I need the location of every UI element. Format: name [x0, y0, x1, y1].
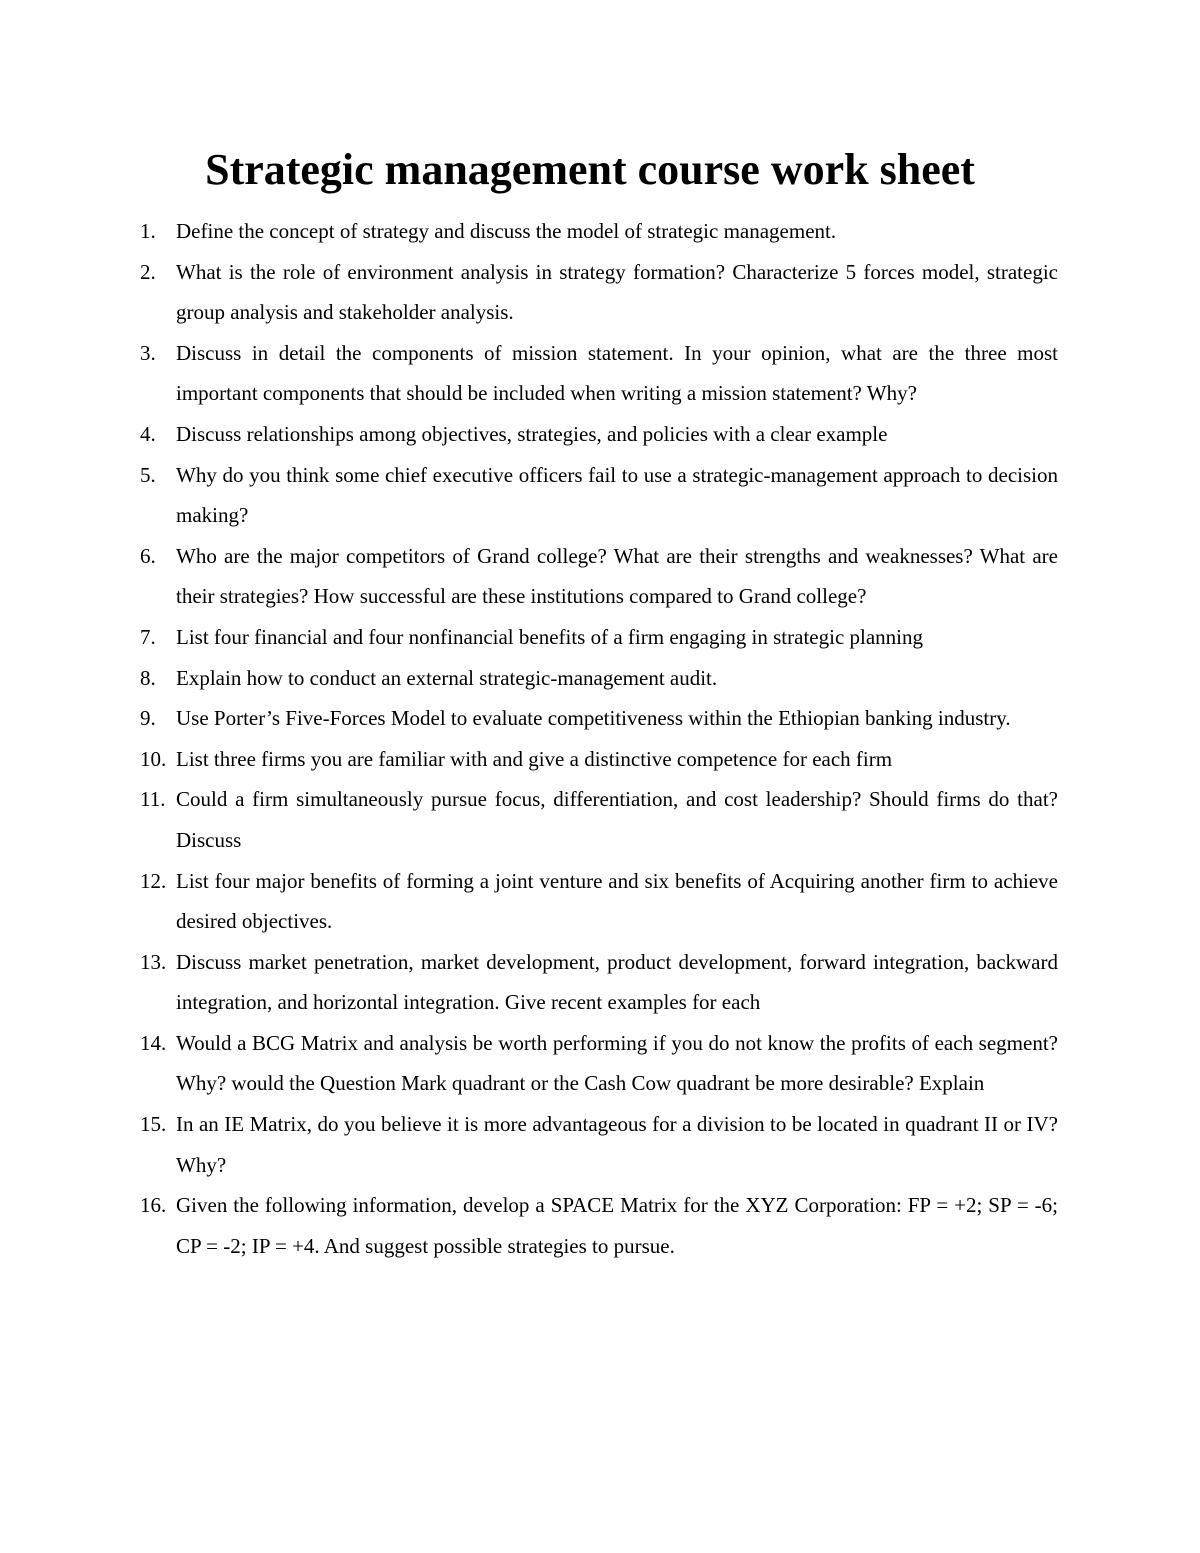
- question-item: [140, 536, 1058, 617]
- question-text: Would a BCG Matrix and analysis be worth performing if you do not know the profits of each segment? Why? would the Question Mark quadrant or the Cash Cow quadrant be more desirable? Explain: [176, 1030, 1058, 1096]
- question-number: 1.: [140, 219, 156, 243]
- question-item: [140, 252, 1058, 333]
- question-number: 3.: [140, 340, 156, 365]
- question-number: 10.: [140, 746, 167, 771]
- question-text: Could a firm simultaneously pursue focus, differentiation, and cost leadership? Should firms do that? Discuss: [176, 787, 1058, 852]
- question-item: [140, 1185, 1058, 1266]
- question-text: Discuss market penetration, market development, product development, forward integration, backward integration, and horizontal integration. Give recent examples for each: [176, 949, 1058, 1015]
- question-number: 8.: [140, 665, 156, 690]
- question-number: 11.: [140, 787, 166, 812]
- question-text: Explain how to conduct an external strategic-management audit.: [176, 665, 718, 690]
- question-item: [140, 333, 1058, 414]
- question-item: [140, 1023, 1058, 1104]
- question-item: [140, 617, 1058, 658]
- question-number: 2.: [140, 259, 156, 284]
- question-number: 4.: [140, 421, 156, 446]
- question-item: [140, 658, 1058, 699]
- question-text: List four major benefits of forming a joint venture and six benefits of Acquiring another firm to achieve desired objectives.: [176, 868, 1058, 934]
- question-item: [140, 861, 1058, 942]
- question-item: [140, 1104, 1058, 1185]
- question-item: [140, 739, 1058, 780]
- question-number: 7.: [140, 624, 156, 649]
- question-text: Define the concept of strategy and discuss the model of strategic management.: [176, 219, 837, 243]
- question-text: Discuss in detail the components of mission statement. In your opinion, what are the three most important components that should be included when writing a mission statement? Why?: [176, 340, 1058, 406]
- question-item: [140, 455, 1058, 536]
- question-item: [140, 698, 1058, 739]
- question-item: [140, 211, 1058, 252]
- question-text: List three firms you are familiar with and give a distinctive competence for each firm: [176, 746, 893, 771]
- question-number: 12.: [140, 868, 167, 893]
- question-number: 14.: [140, 1030, 167, 1055]
- question-number: 13.: [140, 949, 167, 974]
- question-item: [140, 414, 1058, 455]
- question-text: Why do you think some chief executive officers fail to use a strategic-management approach to decision making?: [176, 462, 1058, 528]
- question-text: What is the role of environment analysis in strategy formation? Characterize 5 forces model, strategic group analysis and stakeholder analysis.: [176, 259, 1058, 325]
- question-number: 9.: [140, 706, 156, 731]
- question-list: [140, 211, 1058, 1266]
- question-number: 16.: [140, 1193, 167, 1218]
- question-text: Discuss relationships among objectives, strategies, and policies with a clear example: [176, 421, 888, 446]
- question-item: [140, 942, 1058, 1023]
- question-number: 15.: [140, 1112, 167, 1137]
- question-item: [140, 779, 1058, 860]
- question-text: Use Porter’s Five-Forces Model to evaluate competitiveness within the Ethiopian banking industry.: [176, 706, 1011, 731]
- question-text: Given the following information, develop a SPACE Matrix for the XYZ Corporation: FP = +2; SP = -6; CP = -2; IP = +4. And suggest possible strategies to pursue.: [176, 1193, 1058, 1258]
- question-text: Who are the major competitors of Grand college? What are their strengths and weaknesses? What are their strategies? How successful are these institutions compared to Grand college?: [176, 543, 1058, 609]
- question-text: List four financial and four nonfinancial benefits of a firm engaging in strategic planning: [176, 624, 924, 649]
- question-number: 5.: [140, 462, 156, 487]
- page-title: Strategic management course work sheet: [205, 145, 975, 194]
- question-text: In an IE Matrix, do you believe it is more advantageous for a division to be located in quadrant II or IV? Why?: [176, 1112, 1058, 1177]
- question-number: 6.: [140, 543, 156, 568]
